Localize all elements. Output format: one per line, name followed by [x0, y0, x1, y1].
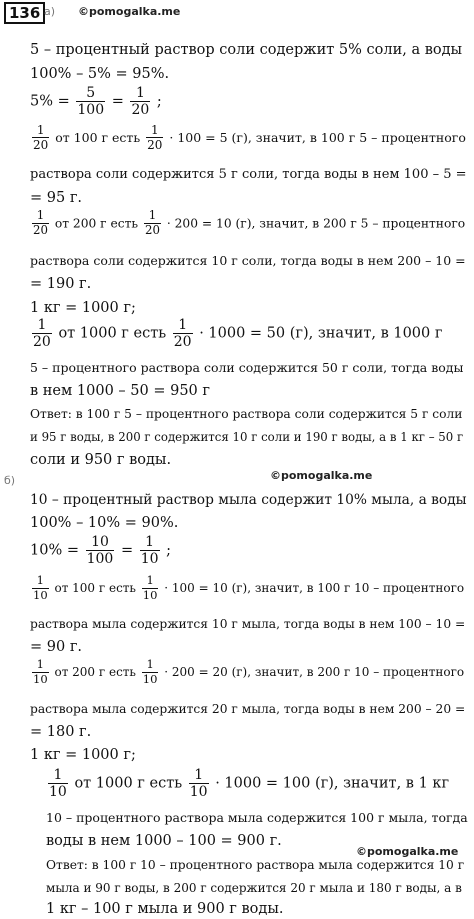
a-line-after-1000: 5 – процентного раствора соли содержится 50 г соли, тогда воды [30, 360, 464, 375]
denominator: 100 [77, 102, 105, 118]
numerator: 1 [144, 210, 161, 224]
a-calc-100 [30, 124, 466, 151]
b-eq-mid: = [120, 542, 134, 559]
b-answer-line-3: 1 кг – 100 г мыла и 900 г воды. [46, 901, 284, 917]
b-calc-1000-text-2: · 1000 = 100 (г), значит, в 1 кг [215, 775, 450, 792]
denominator: 10 [142, 587, 158, 602]
b-fraction-1-10 [48, 768, 68, 799]
b-fraction-1-10 [32, 659, 49, 685]
numerator: 1 [32, 210, 49, 224]
b-fraction-1-10 [32, 575, 49, 601]
part-b-label: б) [4, 474, 16, 487]
task-number: 136 [4, 2, 45, 24]
denominator: 10 [189, 784, 208, 800]
b-fraction-1-10 [140, 535, 160, 566]
numerator: 1 [142, 659, 159, 673]
a-fraction-1-20 [32, 318, 52, 349]
a-fraction-5-100 [76, 86, 105, 117]
b-fraction-1-10 [189, 768, 209, 799]
a-answer-line-3: соли и 950 г воды. [30, 452, 172, 468]
a-fraction-1-20 [32, 124, 49, 151]
watermark-bottom: ©pomogalka.me [356, 845, 459, 858]
b-calc-200-text-1: от 200 г есть [54, 665, 136, 679]
denominator: 20 [147, 138, 163, 152]
part-a-label: a) [44, 5, 56, 18]
b-equation-pct [30, 535, 171, 566]
a-line-kg: 1 кг = 1000 г; [30, 300, 136, 316]
a-answer-line-1: Ответ: в 100 г 5 – процентного раствора соли содержится 5 г соли [30, 407, 463, 421]
denominator: 20 [33, 138, 49, 152]
a-calc-200 [30, 210, 465, 237]
b-line-2: 100% – 10% = 90%. [30, 515, 179, 531]
a-fraction-1-20 [173, 318, 193, 349]
b-eq-pct-text: 10% = [30, 542, 79, 559]
a-fraction-1-20 [130, 86, 150, 117]
b-fraction-1-10 [142, 575, 159, 601]
b-calc-1000 [46, 768, 449, 799]
denominator: 10 [33, 671, 48, 686]
numerator: 1 [48, 768, 68, 784]
numerator: 1 [32, 575, 49, 589]
denominator: 100 [86, 551, 114, 567]
b-calc-100 [30, 575, 464, 601]
b-calc-100-text-2: · 100 = 10 (г), значит, в 100 г 10 – процентного [164, 581, 465, 595]
b-calc-1000-text-1: от 1000 г есть [74, 775, 183, 792]
a-calc-100-text-1: от 100 г есть [55, 130, 141, 145]
denominator: 10 [49, 784, 67, 800]
denominator: 10 [140, 551, 159, 567]
a-calc-1000-text-1: от 1000 г есть [58, 325, 167, 342]
a-line-after-100: раствора соли содержится 5 г соли, тогда воды в нем 100 – 5 = [30, 167, 467, 182]
numerator: 1 [140, 535, 160, 551]
a-line-190: = 190 г. [30, 276, 92, 292]
numerator: 1 [146, 124, 163, 138]
a-line-1: 5 – процентный раствор соли содержит 5% соли, а воды [30, 42, 463, 58]
a-line-95: = 95 г. [30, 190, 83, 206]
b-calc-200-text-2: · 200 = 20 (г), значит, в 200 г 10 – процентного [164, 665, 465, 679]
a-calc-1000 [30, 318, 442, 349]
b-semicolon: ; [166, 542, 172, 559]
denominator: 20 [33, 222, 48, 237]
a-calc-100-text-2: · 100 = 5 (г), значит, в 100 г 5 – процентного [169, 130, 466, 145]
numerator: 1 [142, 575, 159, 589]
b-line-180: = 180 г. [30, 724, 92, 740]
denominator: 10 [33, 587, 48, 602]
numerator: 1 [32, 318, 52, 334]
a-line-2: 100% – 5% = 95%. [30, 66, 170, 82]
watermark-mid: ©pomogalka.me [270, 469, 373, 482]
numerator: 5 [76, 86, 105, 102]
b-line-after-200: раствора мыла содержится 20 г мыла, тогда воды в нем 200 – 20 = [30, 702, 466, 716]
numerator: 1 [189, 768, 209, 784]
b-fraction-10-100 [86, 535, 115, 566]
denominator: 20 [144, 222, 160, 237]
b-answer-line-2: мыла и 90 г воды, в 200 г содержится 20 г мыла и 180 г воды, а в [46, 881, 462, 895]
a-fraction-1-20 [144, 210, 161, 237]
numerator: 1 [32, 659, 49, 673]
b-line-after-100: раствора мыла содержится 10 г мыла, тогда воды в нем 100 – 10 = [30, 617, 466, 631]
a-calc-1000-text-2: · 1000 = 50 (г), значит, в 1000 г [199, 325, 443, 342]
a-answer-line-2: и 95 г воды, в 200 г содержится 10 г соли и 190 г воды, а в 1 кг – 50 г [30, 430, 464, 444]
a-fraction-1-20 [146, 124, 163, 151]
a-eq-mid: = [111, 93, 124, 110]
a-line-after-200: раствора соли содержится 10 г соли, тогда воды в нем 200 – 10 = [30, 253, 466, 268]
b-answer-line-1: Ответ: в 100 г 10 – процентного раствора мыла содержится 10 г [46, 858, 465, 872]
b-fraction-1-10 [142, 659, 159, 685]
b-calc-200 [30, 659, 464, 685]
denominator: 10 [142, 671, 158, 686]
b-line-kg: 1 кг = 1000 г; [30, 747, 136, 763]
denominator: 20 [131, 102, 150, 118]
a-eq-pct-text: 5% = [30, 93, 70, 110]
a-equation-pct [30, 86, 162, 117]
a-fraction-1-20 [32, 210, 49, 237]
numerator: 10 [86, 535, 115, 551]
a-semicolon: ; [156, 93, 162, 110]
numerator: 1 [32, 124, 49, 138]
a-calc-200-text-2: · 200 = 10 (г), значит, в 200 г 5 – процентного [166, 216, 466, 231]
watermark-top: ©pomogalka.me [78, 5, 181, 18]
a-line-950: в нем 1000 – 50 = 950 г [30, 383, 210, 399]
b-line-900: воды в нем 1000 – 100 = 900 г. [46, 833, 282, 849]
numerator: 1 [173, 318, 193, 334]
b-calc-100-text-1: от 100 г есть [54, 581, 136, 595]
denominator: 20 [173, 334, 192, 350]
denominator: 20 [33, 334, 51, 350]
b-line-1: 10 – процентный раствор мыла содержит 10% мыла, а воды [30, 492, 467, 508]
b-line-after-1000: 10 – процентного раствора мыла содержится 100 г мыла, тогда [46, 810, 468, 825]
a-calc-200-text-1: от 200 г есть [54, 216, 139, 231]
b-line-90: = 90 г. [30, 639, 83, 655]
numerator: 1 [130, 86, 150, 102]
